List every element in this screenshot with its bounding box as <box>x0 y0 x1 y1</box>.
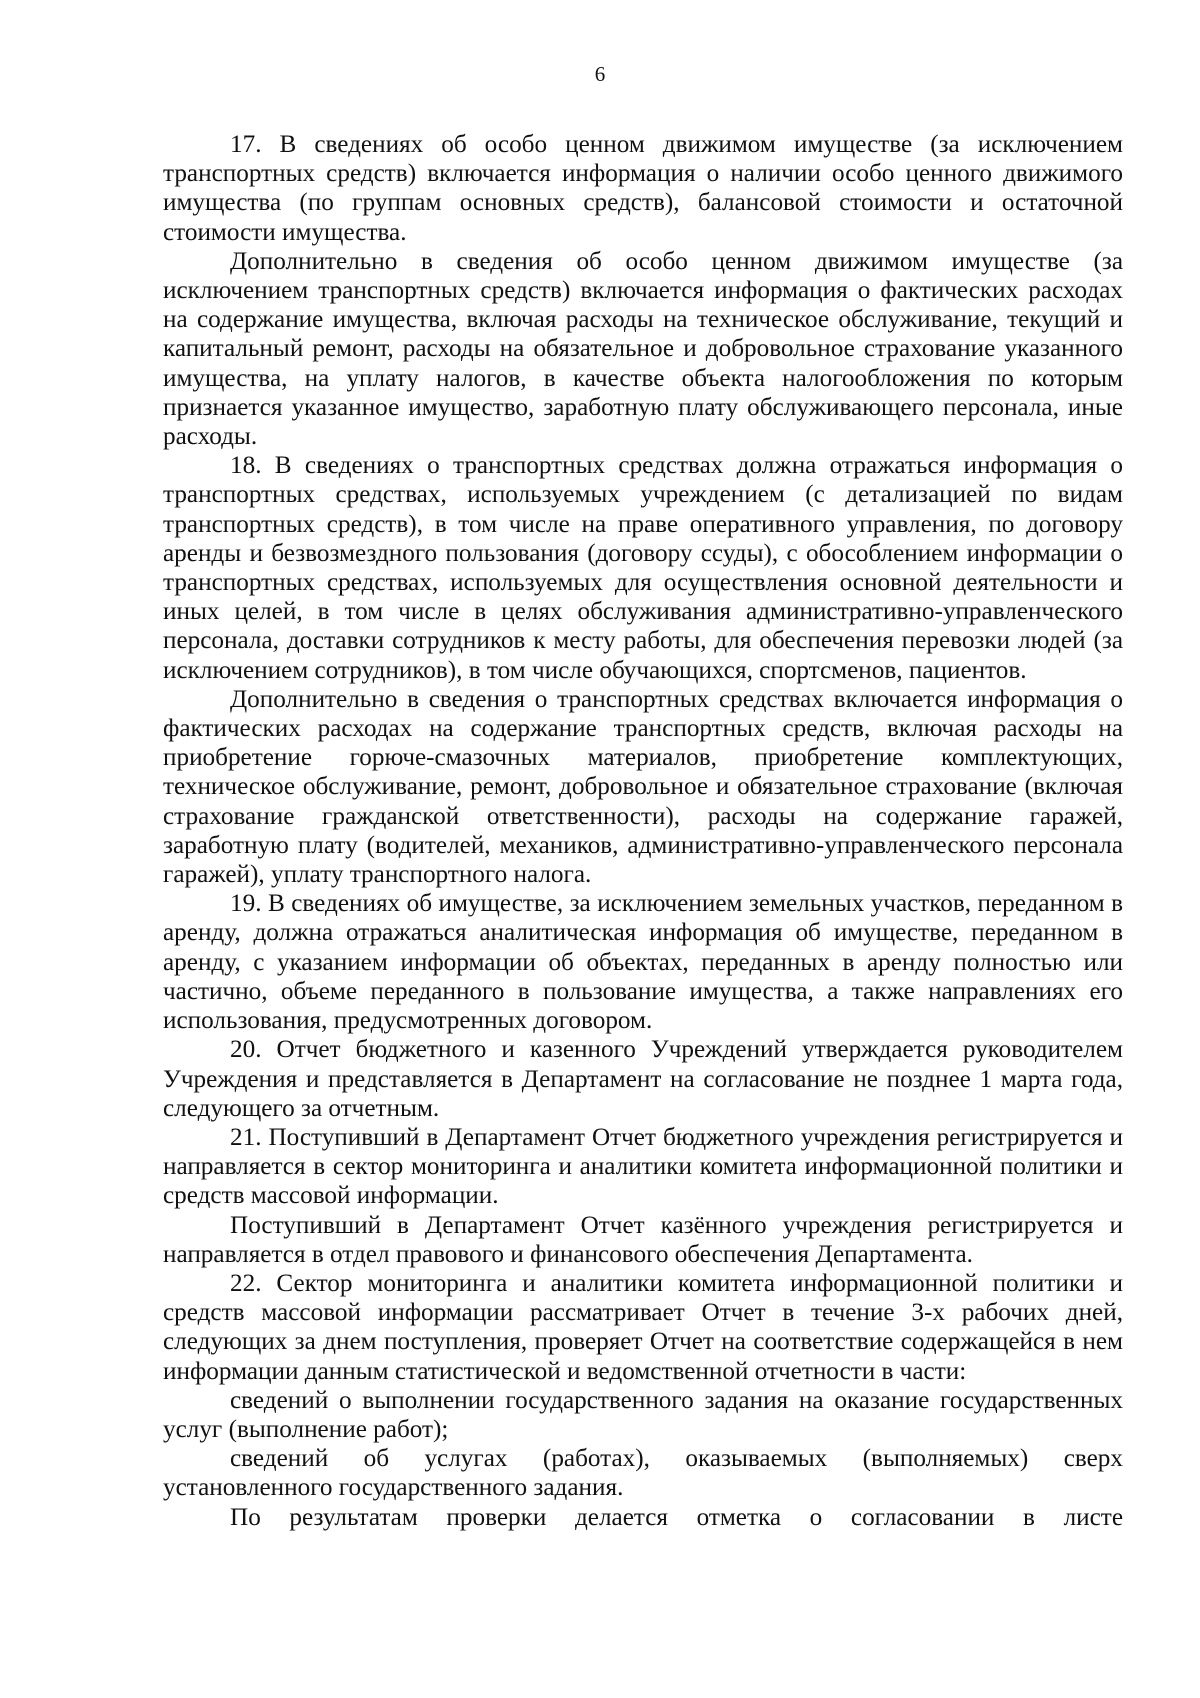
paragraph-17-additional: Дополнительно в сведения об особо ценном движимом имуществе (за исключением транспортных средств) включается информация о фактических расходах на содержание имущества, включая расходы на техническое обслуживание, текущий и капитальный ремонт, расходы на обязательное и добровольное страхование указанного имущества, на уплату налогов, в качестве объекта налогообложения по которым признается указанное имущество, заработную плату обслуживающего персонала, иные расходы. <box>163 247 1123 451</box>
paragraph-18-additional: Дополнительно в сведения о транспортных средствах включается информация о фактических расходах на содержание транспортных средств, включая расходы на приобретение горюче-смазочных материалов, приобретение комплектующих, техническое обслуживание, ремонт, добровольное и обязательное страхование (включая страхование гражданской ответственности), расходы на содержание гаражей, заработную плату (водителей, механиков, административно-управленческого персонала гаражей), уплату транспортного налога. <box>163 685 1123 889</box>
paragraph-check-results: По результатам проверки делается отметка о согласовании в листе <box>230 1503 1123 1531</box>
document-body <box>163 130 1123 1532</box>
paragraph-17: 17. В сведениях об особо ценном движимом имуществе (за исключением транспортных средств) включается информация о наличии особо ценного движимого имущества (по группам основных средств), балансовой стоимости и остаточной стоимости имущества. <box>163 131 1123 246</box>
paragraph-22: 22. Сектор мониторинга и аналитики комитета информационной политики и средств массовой информации рассматривает Отчет в течение 3-х рабочих дней, следующих за днем поступления, проверяет Отчет на соответствие содержащейся в нем информации данным статистической и ведомственной отчетности в части: <box>163 1269 1123 1385</box>
paragraph-19: 19. В сведениях об имуществе, за исключением земельных участков, переданном в аренду, должна отражаться аналитическая информация об имуществе, переданном в аренду, с указанием информации об объектах, переданных в аренду полностью или частично, объеме переданного в пользование имущества, а также направлениях его использования, предусмотренных договором. <box>163 890 1123 1035</box>
paragraph-21-kazennoe: Поступивший в Департамент Отчет казённого учреждения регистрируется и направляется в отдел правового и финансового обеспечения Департамента. <box>163 1211 1123 1268</box>
list-item-state-assignment: сведений о выполнении государственного задания на оказание государственных услуг (выполнение работ); <box>163 1386 1123 1443</box>
paragraph-18: 18. В сведениях о транспортных средствах должна отражаться информация о транспортных средствах, используемых учреждением (с детализацией по видам транспортных средств), в том числе на праве оперативного управления, по договору аренды и безвозмездного пользования (договору ссуды), с обособлением информации о транспортных средствах, используемых для осуществления основной деятельности и иных целей, в том числе в целях обслуживания административно-управленческого персонала, доставки сотрудников к месту работы, для обеспечения перевозки людей (за исключением сотрудников), в том числе обучающихся, спортсменов, пациентов. <box>163 452 1123 684</box>
list-item-services-above-assignment: сведений об услугах (работах), оказываемых (выполняемых) сверх установленного государственного задания. <box>163 1445 1123 1502</box>
paragraph-21: 21. Поступивший в Департамент Отчет бюджетного учреждения регистрируется и направляется в сектор мониторинга и аналитики комитета информационной политики и средств массовой информации. <box>163 1123 1123 1210</box>
paragraph-20: 20. Отчет бюджетного и казенного Учреждений утверждается руководителем Учреждения и представляется в Департамент на согласование не позднее 1 марта года, следующего за отчетным. <box>163 1036 1123 1122</box>
page-number: 6 <box>594 62 606 86</box>
